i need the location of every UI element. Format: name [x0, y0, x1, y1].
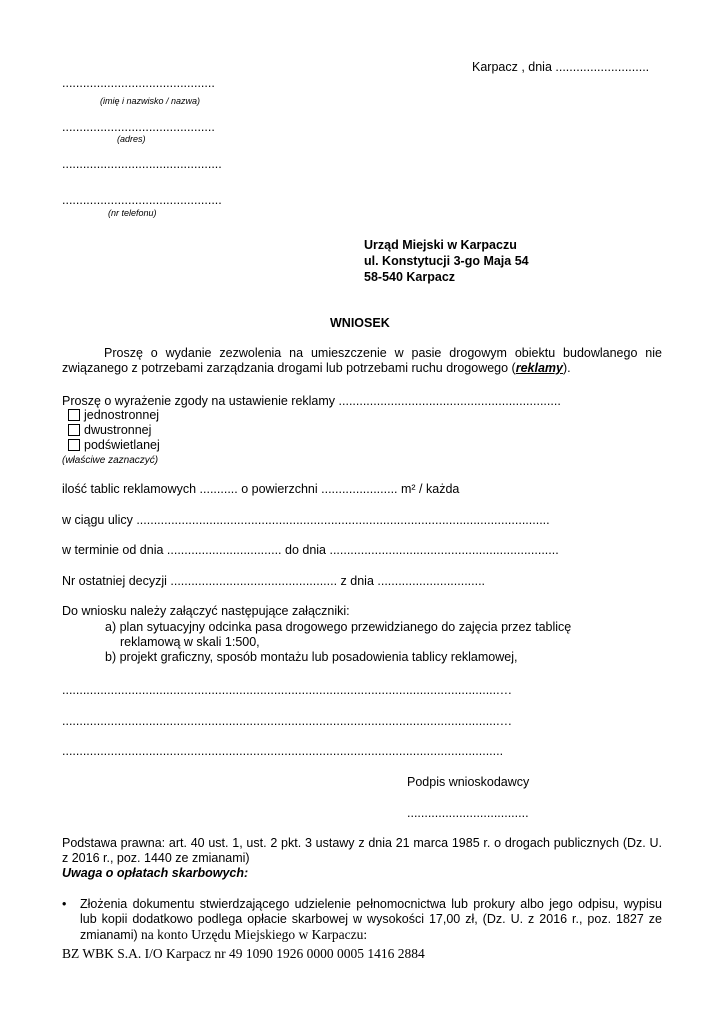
option-one-sided[interactable]: [68, 408, 159, 423]
attachments-heading: Do wniosku należy załączyć następujące załączniki:: [62, 604, 350, 618]
street-field: w ciągu ulicy .......................................................................................................................: [62, 513, 550, 527]
blank-line: ..............................................................................................................................…: [62, 714, 513, 728]
name-label: (imię i nazwisko / nazwa): [100, 96, 201, 106]
option-illuminated[interactable]: [68, 438, 160, 453]
phone-label: (nr telefonu): [108, 208, 157, 218]
fee-bullet-text: Złożenia dokumentu stwierdzającego udzielenie pełnomocnictwa lub prokury albo jego odpisu, wypisu lub kopii dodatkowo podlega opłacie skarbowej w wysokości 17,00 zł, (Dz. U. z 2016 r., poz. 1827 ze zmianami): [80, 897, 662, 942]
legal-basis: Podstawa prawna: art. 40 ust. 1, ust. 2 pkt. 3 ustawy z dnia 21 marca 1985 r. o drogach publicznych (Dz. U. z 2016 r., poz. 1440 ze zmianami): [62, 836, 662, 865]
option-two-sided-label: dwustronnej: [84, 423, 152, 437]
intro-text: Proszę o wydanie zezwolenia na umieszczenie w pasie drogowym obiektu budowlanego nie związanego z potrzebami zarządzania drogami lub potrzebami ruchu drogowego (: [62, 346, 662, 375]
blank-line: ..............................................................................................................................…: [62, 683, 513, 697]
intro-suffix: ).: [562, 361, 571, 375]
decision-field: Nr ostatniej decyzji ................................................ z dnia ...............................: [62, 574, 486, 588]
term-field: w terminie od dnia ................................. do dnia ..................................................................: [62, 543, 559, 557]
fee-bullet-account-intro: na konto Urzędu Miejskiego w Karpaczu:: [137, 927, 368, 942]
fee-heading: Uwaga o opłatach skarbowych:: [62, 866, 249, 880]
recipient-line-2: ul. Konstytucji 3-go Maja 54: [364, 254, 529, 268]
signature-dots: ...................................: [407, 806, 529, 820]
document-title: WNIOSEK: [330, 316, 390, 330]
checkbox-one-sided[interactable]: [68, 409, 80, 421]
signature-label: Podpis wnioskodawcy: [407, 775, 530, 789]
attachment-b: b) projekt graficzny, sposób montażu lub posadowienia tablicy reklamowej,: [105, 650, 518, 664]
blank-line: ...............................................................................................................................: [62, 744, 504, 758]
checkbox-illuminated[interactable]: [68, 439, 80, 451]
consent-line: Proszę o wyrażenie zgody na ustawienie reklamy ................................................................: [62, 394, 561, 408]
intro-emphasis: reklamy: [515, 361, 563, 375]
extra-address-dots: ..............................................: [62, 157, 222, 171]
fee-bullet: [80, 897, 662, 943]
option-one-sided-label: jednostronnej: [84, 408, 160, 422]
option-two-sided[interactable]: [68, 423, 151, 438]
bank-account: BZ WBK S.A. I/O Karpacz nr 49 1090 1926 0000 0005 1416 2884: [62, 946, 425, 961]
address-dots: ............................................: [62, 120, 215, 134]
bullet-icon: •: [62, 897, 67, 911]
recipient-line-1: Urząd Miejski w Karpaczu: [364, 238, 517, 252]
recipient-line-3: 58-540 Karpacz: [364, 270, 456, 284]
boards-field: ilość tablic reklamowych ........... o powierzchni ...................... m² / każda: [62, 482, 460, 496]
attachment-a-line-2: reklamową w skali 1:500,: [120, 635, 260, 649]
checkbox-two-sided[interactable]: [68, 424, 80, 436]
attachment-a-line-1: a) plan sytuacyjny odcinka pasa drogowego przewidzianego do zajęcia przez tablicę: [105, 620, 572, 634]
options-note: (właściwe zaznaczyć): [62, 455, 159, 466]
option-illuminated-label: podświetlanej: [84, 438, 160, 452]
phone-dots: ..............................................: [62, 193, 222, 207]
address-label: (adres): [117, 134, 146, 144]
intro-paragraph: [62, 346, 662, 376]
date-line: Karpacz , dnia ...........................: [472, 60, 650, 74]
name-dots: ............................................: [62, 76, 215, 90]
